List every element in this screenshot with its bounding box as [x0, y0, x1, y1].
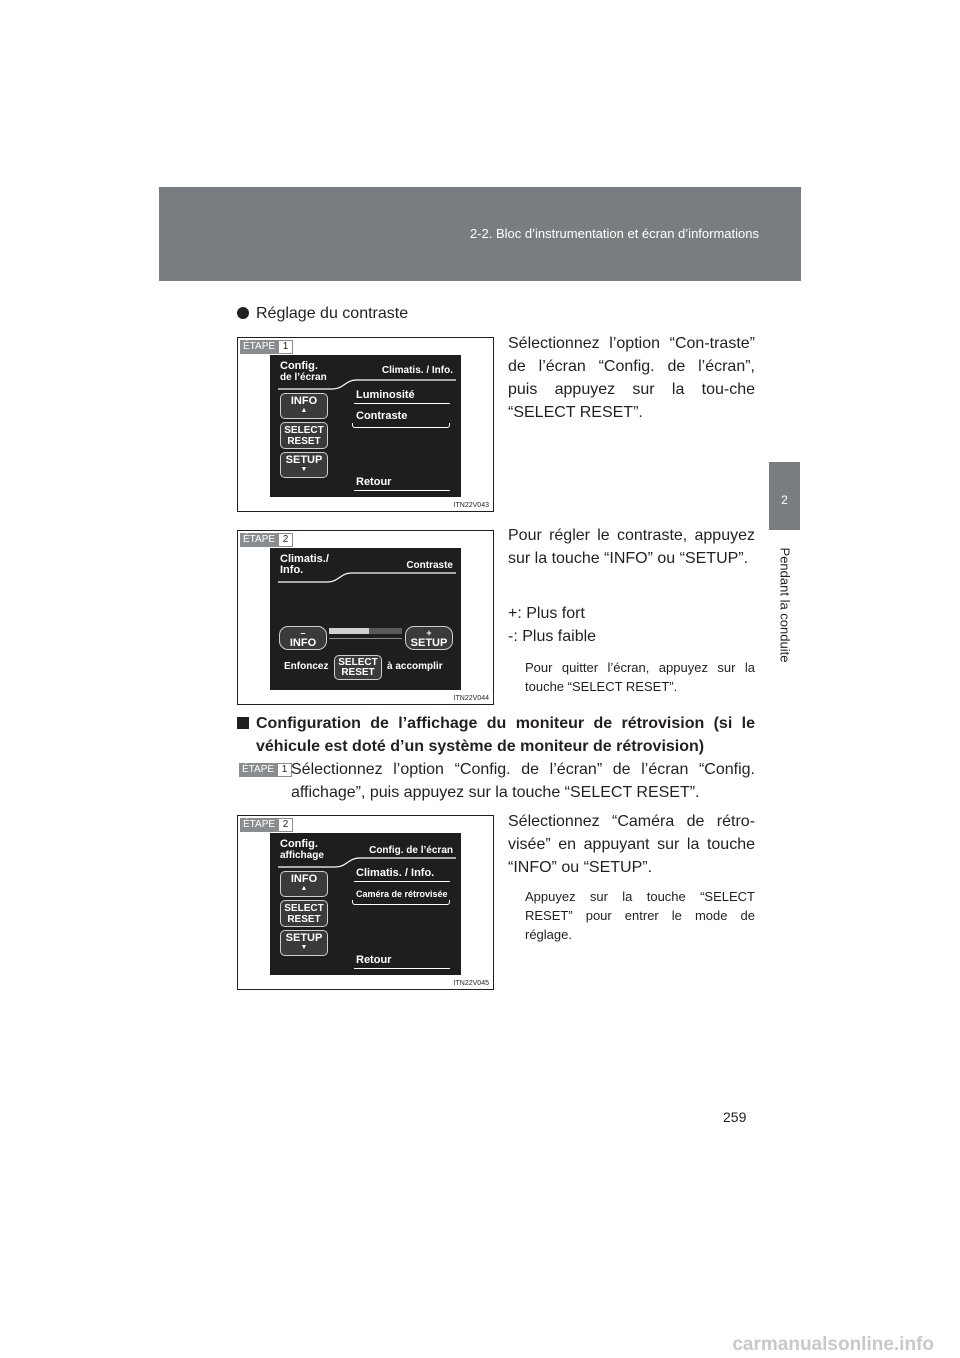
select-reset-button[interactable] [280, 422, 328, 449]
screen-footer-underline [354, 968, 450, 969]
display-screen [270, 355, 461, 497]
info-button-label: INFO [290, 873, 318, 885]
chapter-tab-number: 2 [781, 493, 788, 507]
etape-label: ÉTAPE [240, 818, 278, 832]
setup-button-label: SETUP [285, 454, 323, 466]
etape-badge [239, 763, 292, 777]
section-title-contrast [237, 305, 408, 323]
etape-badge [240, 818, 293, 832]
header-divider-icon [278, 570, 456, 584]
etape-label: ÉTAPE [239, 763, 277, 777]
screen-header-left-2: Info. [280, 564, 304, 576]
arrow-up-icon: ▲ [300, 407, 308, 414]
chapter-header [159, 187, 801, 281]
setup-button-label: SETUP [285, 932, 323, 944]
screen-item-2-highlight [352, 900, 450, 905]
display-screen [270, 548, 461, 690]
etape-number: 2 [278, 818, 293, 832]
screen-bottom-right: à accomplir [387, 661, 443, 672]
screen-footer: Retour [356, 476, 392, 488]
figure-code: ITN22V044 [453, 695, 489, 702]
footer-watermark [0, 1328, 960, 1358]
minus-sign: – [300, 628, 306, 638]
select-button-line2: RESET [287, 436, 321, 447]
screen-item-2: Contraste [356, 410, 408, 422]
section-title-rearview [237, 712, 755, 758]
bullet-dot-icon [237, 307, 249, 319]
figure-step1-contrast [237, 337, 494, 512]
contrast-bar-base [329, 638, 402, 639]
screen-item-1: Climatis. / Info. [356, 867, 435, 879]
info-minus-button[interactable] [279, 626, 327, 650]
figure-code: ITN22V043 [453, 502, 489, 509]
arrow-up-icon: ▲ [300, 885, 308, 892]
select-button-line2: RESET [287, 914, 321, 925]
screen-header-right: Climatis. / Info. [381, 365, 453, 376]
minus-line: -: Plus faible [508, 628, 597, 645]
section-square-icon [237, 717, 249, 729]
chapter-title: 2-2. Bloc d’instrumentation et écran d’informations [469, 226, 759, 241]
section2-step1-instruction: Sélectionnez l’option “Config. de l’écran” de l’écran “Config. affichage”, puis appuyez sur la touche “SELECT RESET”. [291, 761, 755, 801]
info-button[interactable] [280, 393, 328, 419]
screen-header-left-2: de l’écran [280, 372, 327, 383]
page-number: 259 [723, 1109, 747, 1125]
section-title-text: Configuration de l’affichage du moniteur de rétrovision (si le véhicule est doté d’un système de moniteur de rétrovision) [256, 715, 755, 755]
screen-header-left-1: Config. [280, 838, 318, 850]
etape-badge [240, 340, 293, 354]
select-reset-button[interactable] [334, 655, 382, 680]
contrast-level-fill [329, 628, 369, 634]
screen-item-1-underline [354, 881, 450, 882]
screen-header-left-1: Config. [280, 360, 318, 372]
screen-header-right: Config. de l’écran [369, 845, 453, 856]
screen-header-right: Contraste [406, 560, 453, 571]
screen-item-1-underline [354, 403, 450, 404]
info-button-label: INFO [289, 637, 317, 649]
select-button-line1: SELECT [284, 903, 324, 914]
step2-note: Pour quitter l’écran, appuyez sur la touche “SELECT RESET”. [525, 660, 755, 694]
chapter-side-label [761, 540, 809, 670]
screen-item-2: Caméra de rétrovisée [356, 889, 448, 899]
watermark-text: carmanualsonline.info [732, 1334, 934, 1355]
figure-step2-contrast [237, 530, 494, 705]
info-button[interactable] [280, 871, 328, 897]
screen-footer-underline [354, 490, 450, 491]
info-button-label: INFO [290, 395, 318, 407]
screen-footer: Retour [356, 954, 392, 966]
figure-step2-rearview [237, 815, 494, 990]
contrast-level-bar [329, 628, 402, 634]
step2-instruction: Pour régler le contraste, appuyez sur la touche “INFO” ou “SETUP”. [508, 527, 755, 567]
select-button-line1: SELECT [338, 657, 378, 668]
figure-code: ITN22V045 [453, 980, 489, 987]
step1-instruction: Sélectionnez l’option “Con-traste” de l’écran “Config. de l’écran”, puis appuyez sur la tou-che “SELECT RESET”. [508, 335, 755, 421]
setup-button-label: SETUP [410, 637, 448, 649]
etape-number: 1 [278, 340, 293, 354]
chapter-side-label-text: Pendant la conduite [777, 547, 793, 663]
screen-item-2-highlight [352, 423, 450, 428]
screen-item-1: Luminosité [356, 389, 415, 401]
etape-label: ÉTAPE [240, 340, 278, 354]
plus-sign: + [426, 628, 432, 638]
etape-badge [240, 533, 293, 547]
arrow-down-icon: ▼ [300, 944, 308, 951]
chapter-tab [769, 462, 800, 530]
select-button-line1: SELECT [284, 425, 324, 436]
select-reset-button[interactable] [280, 900, 328, 927]
arrow-down-icon: ▼ [300, 466, 308, 473]
etape-number: 2 [278, 533, 293, 547]
section2-step2-instruction: Sélectionnez “Caméra de rétro-visée” en appuyant sur la touche “INFO” ou “SETUP”. [508, 813, 755, 876]
etape-label: ÉTAPE [240, 533, 278, 547]
section2-step2-note: Appuyez sur la touche “SELECT RESET” pour entrer le mode de réglage. [525, 889, 755, 942]
etape-number: 1 [277, 763, 292, 777]
screen-header-left-1: Climatis./ [280, 553, 329, 565]
plus-line: +: Plus fort [508, 605, 585, 622]
setup-button[interactable] [280, 930, 328, 956]
display-screen [270, 833, 461, 975]
setup-plus-button[interactable] [405, 626, 453, 650]
setup-button[interactable] [280, 452, 328, 478]
screen-bottom-left: Enfoncez [284, 661, 329, 672]
select-button-line2: RESET [341, 667, 375, 678]
section-title-text: Réglage du contraste [256, 305, 409, 322]
screen-header-left-2: affichage [280, 850, 324, 861]
